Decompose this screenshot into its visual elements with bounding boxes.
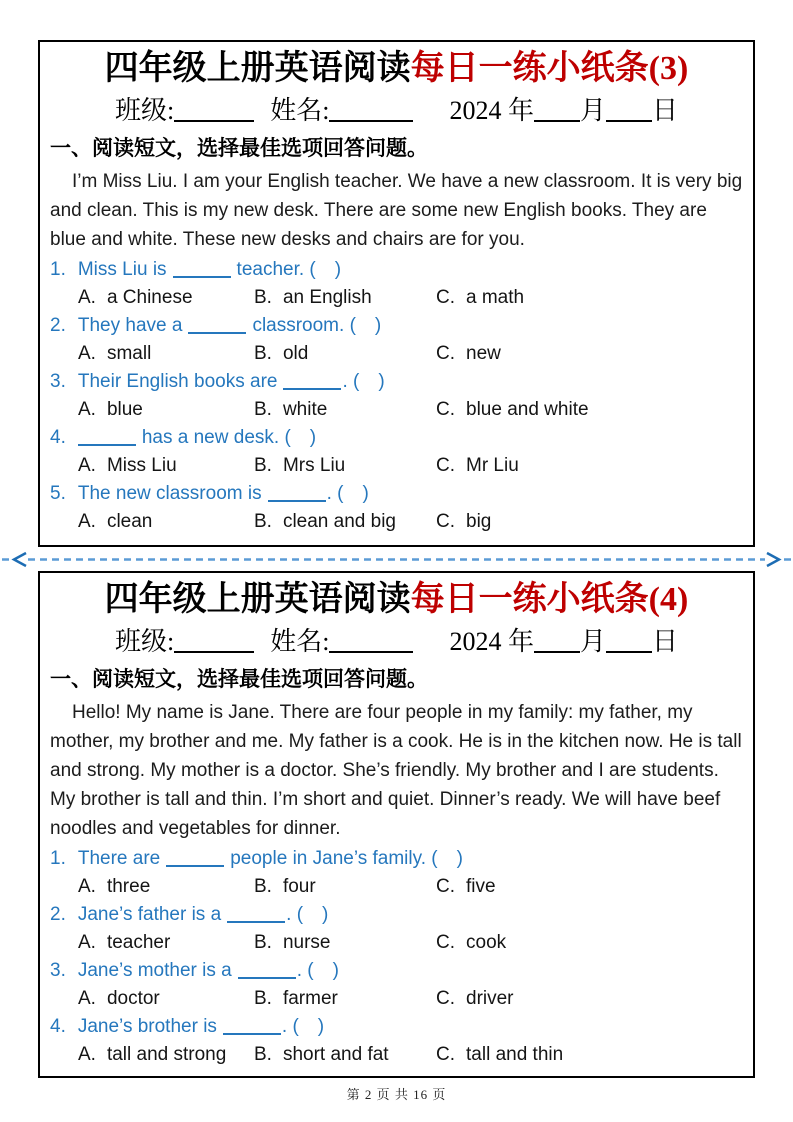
- option-text: cook: [466, 932, 507, 953]
- option-text: white: [282, 399, 328, 420]
- option-label: B.: [254, 932, 272, 953]
- option-text: new: [466, 343, 501, 364]
- option-a: [78, 929, 254, 957]
- option-text: nurse: [282, 932, 331, 953]
- option-label: A.: [78, 343, 96, 364]
- question-blank: [78, 430, 136, 446]
- option-b: [254, 1041, 436, 1069]
- questions-list: [50, 256, 743, 536]
- question-blank: [227, 907, 285, 923]
- option-text: tall and thin: [466, 1044, 564, 1065]
- option-a: [78, 985, 254, 1013]
- question-number: 2.: [50, 904, 66, 925]
- options-row: [50, 929, 743, 957]
- option-text: three: [106, 876, 151, 897]
- question-text-pre: Jane’s mother is a: [77, 960, 232, 981]
- option-text: Mrs Liu: [282, 455, 346, 476]
- page-footer: 第 2 页 共 16 页: [346, 1087, 447, 1102]
- question-text-pre: The new classroom is: [77, 483, 262, 504]
- option-label: B.: [254, 511, 272, 532]
- options-row: [50, 873, 743, 901]
- day-label: 日: [651, 96, 678, 125]
- card-title: [50, 577, 743, 623]
- option-label: A.: [78, 932, 96, 953]
- option-a: [78, 873, 254, 901]
- option-label: A.: [78, 988, 96, 1009]
- title-text-black: 四年级上册英语阅读: [104, 50, 411, 87]
- option-a: [78, 340, 254, 368]
- question-row: [50, 256, 743, 284]
- option-b: [254, 340, 436, 368]
- question-blank: [268, 486, 326, 502]
- question-number: 4.: [50, 1016, 66, 1037]
- option-label: A.: [78, 399, 96, 420]
- question-text-post: has a new desk. ( ): [141, 427, 317, 448]
- options-row: [50, 284, 743, 312]
- question-row: [50, 312, 743, 340]
- question-text-pre: Their English books are: [77, 371, 278, 392]
- question-number: 4.: [50, 427, 66, 448]
- left-arrow-icon: [14, 553, 26, 566]
- question-text-post: . ( ): [296, 960, 339, 981]
- option-label: A.: [78, 876, 96, 897]
- question-blank: [166, 851, 224, 867]
- option-label: C.: [436, 343, 455, 364]
- option-text: four: [282, 876, 316, 897]
- option-text: clean: [106, 511, 153, 532]
- option-text: Miss Liu: [106, 455, 177, 476]
- name-label: 姓名:: [270, 96, 330, 125]
- title-text-black: 四年级上册英语阅读: [104, 581, 411, 618]
- questions-list: [50, 845, 743, 1069]
- page-separator: [0, 550, 793, 569]
- option-text: blue and white: [466, 399, 589, 420]
- option-b: [254, 396, 436, 424]
- option-text: farmer: [282, 988, 338, 1009]
- option-b: [254, 284, 436, 312]
- option-text: tall and strong: [106, 1044, 227, 1065]
- question-text-post: teacher. ( ): [236, 259, 342, 280]
- option-label: C.: [436, 876, 455, 897]
- worksheet-card-4: [38, 571, 755, 1078]
- question-number: 2.: [50, 315, 66, 336]
- option-label: B.: [254, 399, 272, 420]
- option-a: [78, 396, 254, 424]
- class-label: 班级:: [114, 96, 175, 125]
- options-row: [50, 1041, 743, 1069]
- option-b: [254, 985, 436, 1013]
- reading-passage: I’m Miss Liu. I am your English teacher. We have a new classroom. It is very big and clean. This is my new desk. There are some new English books. They are blue and white. These new desks and chairs are for you.: [50, 171, 743, 250]
- question-text-pre: Jane’s brother is: [77, 1016, 217, 1037]
- option-label: A.: [78, 455, 96, 476]
- option-label: B.: [254, 287, 272, 308]
- option-c: [436, 873, 743, 901]
- option-b: [254, 873, 436, 901]
- reading-passage: Hello! My name is Jane. There are four people in my family: my father, my mother, my brother and me. My father is a cook. He is in the kitchen now. He is tall and strong. My mother is a doctor. She’s friendly. My brother and I are students. My brother is tall and thin. I’m short and quiet. Dinner’s ready. We will have beef noodles and vegetables for dinner.: [50, 702, 742, 839]
- question-text-post: classroom. ( ): [252, 315, 382, 336]
- question-row: [50, 1013, 743, 1041]
- option-text: Mr Liu: [466, 455, 519, 476]
- month-blank: [534, 104, 580, 122]
- option-c: [436, 508, 743, 536]
- day-blank: [606, 635, 652, 653]
- title-text-red: 每日一练小纸条(3): [410, 50, 689, 87]
- name-blank: [329, 635, 413, 653]
- name-label: 姓名:: [270, 627, 330, 656]
- question-text-pre: There are: [77, 848, 161, 869]
- option-label: B.: [254, 455, 272, 476]
- question-blank: [173, 262, 231, 278]
- option-label: C.: [436, 511, 455, 532]
- question-number: 3.: [50, 371, 66, 392]
- question-text-post: . ( ): [286, 904, 329, 925]
- option-c: [436, 1041, 743, 1069]
- option-a: [78, 284, 254, 312]
- question-blank: [188, 318, 246, 334]
- options-row: [50, 452, 743, 480]
- question-text-pre: Jane’s father is a: [77, 904, 222, 925]
- task-heading: 一、阅读短文，选择最佳选项回答问题。: [50, 137, 428, 160]
- option-text: a math: [466, 287, 525, 308]
- right-arrow-icon: [767, 553, 779, 566]
- option-c: [436, 284, 743, 312]
- option-label: A.: [78, 287, 96, 308]
- option-c: [436, 985, 743, 1013]
- option-text: blue: [106, 399, 143, 420]
- options-row: [50, 340, 743, 368]
- option-text: five: [466, 876, 496, 897]
- question-text-pre: Miss Liu is: [77, 259, 167, 280]
- question-text-post: people in Jane’s family. ( ): [230, 848, 463, 869]
- option-text: short and fat: [282, 1044, 389, 1065]
- option-text: driver: [466, 988, 514, 1009]
- question-blank: [223, 1019, 281, 1035]
- question-row: [50, 901, 743, 929]
- options-row: [50, 985, 743, 1013]
- option-text: doctor: [106, 988, 160, 1009]
- option-text: small: [106, 343, 152, 364]
- question-text-post: . ( ): [342, 371, 385, 392]
- option-label: C.: [436, 988, 455, 1009]
- option-text: an English: [282, 287, 372, 308]
- question-number: 5.: [50, 483, 66, 504]
- class-blank: [174, 104, 254, 122]
- task-heading: 一、阅读短文，选择最佳选项回答问题。: [50, 668, 428, 691]
- question-text-post: . ( ): [281, 1016, 325, 1037]
- question-text-post: . ( ): [326, 483, 369, 504]
- day-blank: [606, 104, 652, 122]
- month-blank: [534, 635, 580, 653]
- student-info-row: [50, 623, 743, 661]
- title-text-red: 每日一练小纸条(4): [410, 581, 689, 618]
- option-c: [436, 340, 743, 368]
- question-row: [50, 424, 743, 452]
- option-label: A.: [78, 1044, 96, 1065]
- question-row: [50, 368, 743, 396]
- question-row: [50, 480, 743, 508]
- option-label: B.: [254, 1044, 272, 1065]
- option-text: a Chinese: [106, 287, 193, 308]
- question-blank: [283, 374, 341, 390]
- option-label: C.: [436, 399, 455, 420]
- card-title: [50, 46, 743, 92]
- option-c: [436, 396, 743, 424]
- option-text: old: [282, 343, 309, 364]
- question-text-pre: They have a: [77, 315, 183, 336]
- option-label: C.: [436, 932, 455, 953]
- year-label: 2024 年: [449, 96, 534, 125]
- option-label: B.: [254, 343, 272, 364]
- option-label: B.: [254, 876, 272, 897]
- question-number: 1.: [50, 848, 66, 869]
- month-label: 月: [579, 627, 606, 656]
- worksheet-card-3: [38, 40, 755, 547]
- option-c: [436, 929, 743, 957]
- option-label: B.: [254, 988, 272, 1009]
- option-a: [78, 452, 254, 480]
- option-label: C.: [436, 455, 455, 476]
- student-info-row: [50, 92, 743, 130]
- question-blank: [238, 963, 296, 979]
- class-blank: [174, 635, 254, 653]
- question-number: 1.: [50, 259, 66, 280]
- option-label: C.: [436, 287, 455, 308]
- day-label: 日: [651, 627, 678, 656]
- option-text: big: [466, 511, 492, 532]
- option-label: A.: [78, 511, 96, 532]
- class-label: 班级:: [114, 627, 175, 656]
- option-label: C.: [436, 1044, 455, 1065]
- option-b: [254, 452, 436, 480]
- month-label: 月: [579, 96, 606, 125]
- option-a: [78, 1041, 254, 1069]
- question-number: 3.: [50, 960, 66, 981]
- option-text: teacher: [106, 932, 171, 953]
- options-row: [50, 396, 743, 424]
- option-text: clean and big: [282, 511, 396, 532]
- question-row: [50, 957, 743, 985]
- option-b: [254, 508, 436, 536]
- option-b: [254, 929, 436, 957]
- options-row: [50, 508, 743, 536]
- question-row: [50, 845, 743, 873]
- option-a: [78, 508, 254, 536]
- year-label: 2024 年: [449, 627, 534, 656]
- option-c: [436, 452, 743, 480]
- name-blank: [329, 104, 413, 122]
